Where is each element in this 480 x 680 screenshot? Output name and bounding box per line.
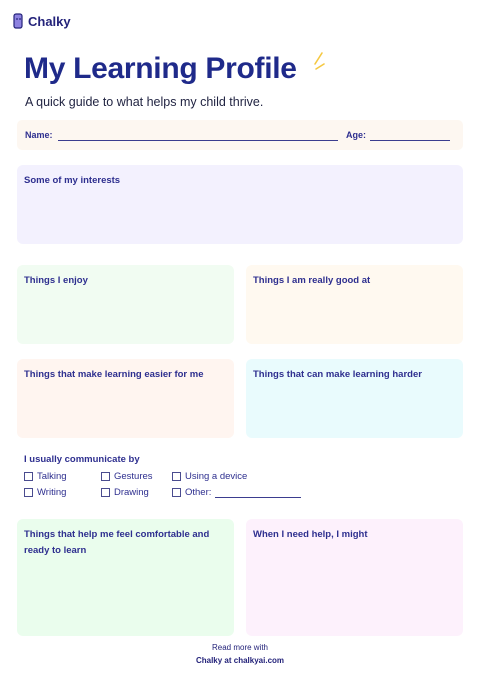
option-talking[interactable]: Talking — [24, 471, 67, 482]
footer-line1: Read more with — [211, 643, 269, 652]
option-drawing[interactable]: Drawing — [101, 487, 149, 498]
comfortable-heading: Things that help me feel comfortable and ready to learn — [24, 529, 210, 556]
checkbox[interactable] — [172, 488, 181, 497]
help-heading: When I need help, I might — [253, 529, 368, 540]
communicate-heading: I usually communicate by — [24, 454, 140, 465]
other-field[interactable] — [215, 497, 301, 498]
option-other[interactable]: Other: — [172, 487, 301, 498]
easier-box[interactable] — [17, 359, 234, 438]
brand-logo — [13, 13, 71, 30]
name-age-bar — [17, 120, 463, 150]
name-label: Name: — [25, 130, 53, 140]
checkbox[interactable] — [24, 488, 33, 497]
page-subtitle: A quick guide to what helps my child thrive. — [25, 95, 264, 109]
checkbox[interactable] — [101, 488, 110, 497]
harder-heading: Things that can make learning harder — [253, 369, 422, 380]
enjoy-box[interactable] — [17, 265, 234, 344]
option-device[interactable]: Using a device — [172, 471, 247, 482]
good-at-heading: Things I am really good at — [253, 275, 371, 286]
comfortable-box[interactable] — [17, 519, 234, 636]
sparkle-icon — [307, 50, 329, 76]
easier-heading: Things that make learning easier for me — [24, 369, 204, 380]
interests-box[interactable] — [17, 165, 463, 244]
age-field[interactable] — [370, 140, 450, 141]
page-title: My Learning Profile — [24, 52, 297, 85]
checkbox[interactable] — [24, 472, 33, 481]
footer-link[interactable]: Chalky at chalkyai.com — [195, 656, 285, 665]
enjoy-heading: Things I enjoy — [24, 275, 88, 286]
brand-name: Chalky — [28, 14, 71, 29]
checkbox[interactable] — [101, 472, 110, 481]
chalk-icon — [13, 13, 24, 30]
option-gestures[interactable]: Gestures — [101, 471, 153, 482]
option-writing[interactable]: Writing — [24, 487, 66, 498]
harder-box[interactable] — [246, 359, 463, 438]
name-field[interactable] — [58, 140, 338, 141]
good-at-box[interactable] — [246, 265, 463, 344]
interests-heading: Some of my interests — [24, 175, 121, 186]
checkbox[interactable] — [172, 472, 181, 481]
help-box[interactable] — [246, 519, 463, 636]
age-label: Age: — [346, 130, 366, 140]
